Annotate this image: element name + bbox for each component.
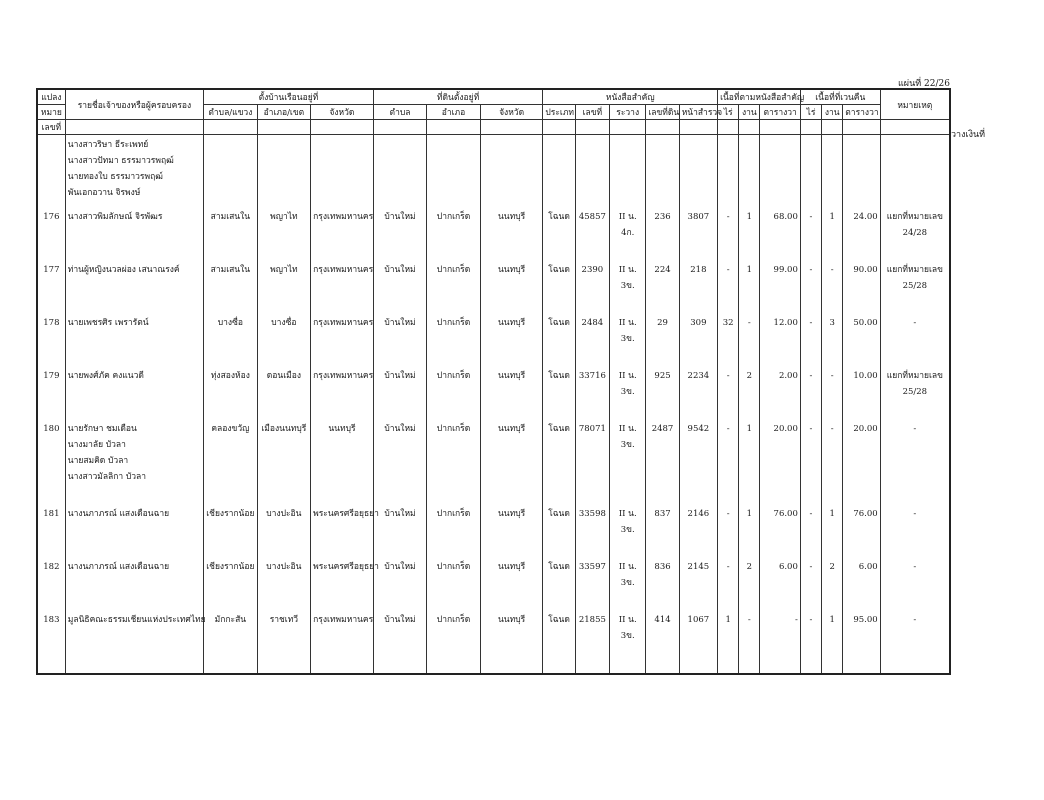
owner-cell-line: นางนภาภรณ์ แสงเดือนฉาย <box>67 562 170 572</box>
table-row <box>37 364 950 417</box>
land-tambon: บ้านใหม่ <box>373 608 427 674</box>
remark-line: 25/28 <box>902 387 928 397</box>
deed-type: โฉนด <box>543 258 575 311</box>
owner-cell-line: มูลนิธิคณะธรรมเชียนแห่งประเทศไทย <box>67 615 206 625</box>
owner-amphoe: บางปะอิน <box>257 502 311 555</box>
remark-line: - <box>913 562 917 572</box>
parcel-number: 182 <box>37 555 65 608</box>
deed-sheet-line: II น. <box>618 424 637 434</box>
deed-sheet-line: 3ข. <box>620 334 635 344</box>
taken-wa: 95.00 <box>843 608 880 674</box>
side-note: วางเงินที่ <box>951 130 986 140</box>
deed-sheet <box>610 608 646 674</box>
deed-type: โฉนด <box>543 364 575 417</box>
land-number: 836 <box>646 555 679 608</box>
owner-name: นางสาวริษา ธีระเพทย์ <box>67 140 149 150</box>
land-amphoe: ปากเกร็ด <box>427 205 481 258</box>
header-parcel-2: หมาย <box>37 105 65 120</box>
deed-ngan: 2 <box>739 364 760 417</box>
survey-page: 309 <box>679 311 717 364</box>
remark <box>880 608 950 674</box>
survey-page: 3807 <box>679 205 717 258</box>
deed-rai: 32 <box>718 311 739 364</box>
taken-rai: - <box>800 502 821 555</box>
header-deed-no: เลขที่ <box>575 105 609 120</box>
header-land-location: ที่ดินตั้งอยู่ที่ <box>373 89 543 105</box>
taken-rai: - <box>800 364 821 417</box>
land-expropriation-table <box>36 88 951 675</box>
deed-wa: - <box>760 608 800 674</box>
land-amphoe: ปากเกร็ด <box>427 608 481 674</box>
deed-sheet-line: II น. <box>618 562 637 572</box>
land-number: 414 <box>646 608 679 674</box>
taken-ngan: 3 <box>822 311 843 364</box>
header-parcel-1: แปลง <box>37 89 65 105</box>
header-remark: หมายเหตุ <box>880 89 950 120</box>
header-land-amphoe: อำเภอ <box>427 105 481 120</box>
owner-cell-line: นายรักษา ชมเดือน <box>67 424 137 434</box>
land-tambon: บ้านใหม่ <box>373 205 427 258</box>
deed-number: 33716 <box>575 364 609 417</box>
deed-ngan: 1 <box>739 502 760 555</box>
header-deed-wa: ตารางวา <box>760 105 800 120</box>
taken-ngan: 2 <box>822 555 843 608</box>
owner-tambon: สามเสนใน <box>204 258 258 311</box>
owner-name: นายทองใบ ธรรมาวรพฤฒ์ <box>67 172 163 182</box>
owner-amphoe: บางซื่อ <box>257 311 311 364</box>
header-owner: รายชื่อเจ้าของหรือผู้ครอบครอง <box>65 89 203 120</box>
owner-cell-line: นายเพชรศิร เพรารัตน์ <box>67 318 149 328</box>
survey-page: 2146 <box>679 502 717 555</box>
taken-ngan: 1 <box>822 205 843 258</box>
deed-type: โฉนด <box>543 311 575 364</box>
land-number: 837 <box>646 502 679 555</box>
land-number: 29 <box>646 311 679 364</box>
table-row <box>37 555 950 608</box>
header-owner-province: จังหวัด <box>311 105 374 120</box>
owner-cell-line: นางสาวมัลลิกา บัวลา <box>67 472 147 482</box>
land-number: 925 <box>646 364 679 417</box>
owner-province: กรุงเทพมหานคร <box>311 364 374 417</box>
deed-sheet-line: II น. <box>618 615 637 625</box>
deed-ngan: 2 <box>739 555 760 608</box>
remark <box>880 502 950 555</box>
header-deed-survey: หน้าสำรวจ <box>679 105 717 120</box>
header-deed-type: ประเภท <box>543 105 575 120</box>
taken-rai: - <box>800 555 821 608</box>
land-tambon: บ้านใหม่ <box>373 417 427 502</box>
deed-type: โฉนด <box>543 205 575 258</box>
parcel-number: 176 <box>37 205 65 258</box>
table-row <box>37 417 950 502</box>
land-number: 2487 <box>646 417 679 502</box>
land-province: นนทบุรี <box>480 502 543 555</box>
land-tambon: บ้านใหม่ <box>373 258 427 311</box>
header-land-province: จังหวัด <box>480 105 543 120</box>
taken-rai: - <box>800 608 821 674</box>
deed-rai: - <box>718 502 739 555</box>
deed-sheet-line: 3ข. <box>620 440 635 450</box>
taken-ngan: - <box>822 258 843 311</box>
header-taken-ngan: งาน <box>822 105 843 120</box>
deed-type: โฉนด <box>543 417 575 502</box>
land-province: นนทบุรี <box>480 555 543 608</box>
land-tambon: บ้านใหม่ <box>373 311 427 364</box>
owner-tambon: บางซื่อ <box>204 311 258 364</box>
owner-cell-line: นายสมคิด บัวลา <box>67 456 129 466</box>
land-province: นนทบุรี <box>480 205 543 258</box>
owner-amphoe: ราชเทวี <box>257 608 311 674</box>
survey-page: 9542 <box>679 417 717 502</box>
owner-amphoe: บางปะอิน <box>257 555 311 608</box>
owner-province: พระนครศรีอยุธยา <box>311 502 374 555</box>
taken-rai: - <box>800 205 821 258</box>
deed-ngan: 1 <box>739 205 760 258</box>
deed-type: โฉนด <box>543 555 575 608</box>
remark-line: - <box>913 424 917 434</box>
deed-rai: - <box>718 555 739 608</box>
taken-ngan: 1 <box>822 608 843 674</box>
table-row <box>37 205 950 258</box>
owner-province: กรุงเทพมหานคร <box>311 311 374 364</box>
deed-number: 33597 <box>575 555 609 608</box>
land-number: 236 <box>646 205 679 258</box>
owner-cell <box>65 364 203 417</box>
deed-number: 78071 <box>575 417 609 502</box>
deed-wa: 68.00 <box>760 205 800 258</box>
owner-tambon: เชียงรากน้อย <box>204 555 258 608</box>
deed-rai: 1 <box>718 608 739 674</box>
taken-wa: 24.00 <box>843 205 880 258</box>
remark-line: แยกที่หมายเลข <box>886 265 943 275</box>
taken-wa: 76.00 <box>843 502 880 555</box>
taken-ngan: 1 <box>822 502 843 555</box>
header-deed-rai: ไร่ <box>718 105 739 120</box>
remark-line: แยกที่หมายเลข <box>886 371 943 381</box>
owner-name: นางสาวปัทมา ธรรมาวรพฤฒ์ <box>67 156 174 166</box>
deed-sheet-line: 3ข. <box>620 578 635 588</box>
deed-number: 33598 <box>575 502 609 555</box>
deed-rai: - <box>718 417 739 502</box>
remark <box>880 311 950 364</box>
owner-cell-line: นางนภาภรณ์ แสงเดือนฉาย <box>67 509 170 519</box>
land-number: 224 <box>646 258 679 311</box>
remark-line: แยกที่หมายเลข <box>886 212 943 222</box>
deed-number: 2484 <box>575 311 609 364</box>
deed-wa: 6.00 <box>760 555 800 608</box>
deed-number: 21855 <box>575 608 609 674</box>
header-area-deed: เนื้อที่ตามหนังสือสำคัญ <box>718 89 801 105</box>
remark-line: - <box>913 509 917 519</box>
taken-wa: 50.00 <box>843 311 880 364</box>
header-owner-amphoe: อำเภอ/เขต <box>257 105 311 120</box>
land-tambon: บ้านใหม่ <box>373 502 427 555</box>
survey-page: 1067 <box>679 608 717 674</box>
header-owner-address: ตั้งบ้านเรือนอยู่ที่ <box>204 89 374 105</box>
land-amphoe: ปากเกร็ด <box>427 364 481 417</box>
land-province: นนทบุรี <box>480 417 543 502</box>
remark <box>880 205 950 258</box>
remark-line: - <box>913 318 917 328</box>
survey-page: 2145 <box>679 555 717 608</box>
deed-sheet-line: II น. <box>618 265 637 275</box>
deed-sheet-line: II น. <box>618 509 637 519</box>
remark <box>880 555 950 608</box>
deed-sheet <box>610 555 646 608</box>
header-taken-wa: ตารางวา <box>843 105 880 120</box>
deed-type: โฉนด <box>543 608 575 674</box>
deed-sheet-line: 4ก. <box>621 228 635 238</box>
deed-sheet <box>610 364 646 417</box>
owner-province: กรุงเทพมหานคร <box>311 258 374 311</box>
owner-cell-line: นางมาลัย บัวลา <box>67 440 126 450</box>
deed-rai: - <box>718 258 739 311</box>
land-amphoe: ปากเกร็ด <box>427 417 481 502</box>
owner-cell-line: นางสาวพิมลักษณ์ จิรพัฒร <box>67 212 163 222</box>
owner-province: กรุงเทพมหานคร <box>311 205 374 258</box>
taken-ngan: - <box>822 364 843 417</box>
owner-cell <box>65 502 203 555</box>
deed-ngan: 1 <box>739 417 760 502</box>
deed-wa: 2.00 <box>760 364 800 417</box>
header-taken-rai: ไร่ <box>800 105 821 120</box>
owner-amphoe: เมืองนนทบุรี <box>257 417 311 502</box>
owner-province: นนทบุรี <box>311 417 374 502</box>
deed-sheet <box>610 502 646 555</box>
survey-page: 2234 <box>679 364 717 417</box>
owner-tambon: สามเสนใน <box>204 205 258 258</box>
land-amphoe: ปากเกร็ด <box>427 258 481 311</box>
owner-cell <box>65 311 203 364</box>
owner-cell <box>65 555 203 608</box>
header-deed: หนังสือสำคัญ <box>543 89 718 105</box>
land-province: นนทบุรี <box>480 608 543 674</box>
owner-amphoe: พญาไท <box>257 205 311 258</box>
deed-rai: - <box>718 205 739 258</box>
deed-sheet-line: 3ข. <box>620 387 635 397</box>
land-amphoe: ปากเกร็ด <box>427 555 481 608</box>
owner-tambon: ทุ่งสองห้อง <box>204 364 258 417</box>
header-owner-tambon: ตำบล/แขวง <box>204 105 258 120</box>
land-tambon: บ้านใหม่ <box>373 364 427 417</box>
table-row <box>37 502 950 555</box>
owner-tambon: เชียงรากน้อย <box>204 502 258 555</box>
taken-wa: 10.00 <box>843 364 880 417</box>
deed-number: 45857 <box>575 205 609 258</box>
table-row <box>37 608 950 674</box>
deed-wa: 12.00 <box>760 311 800 364</box>
owner-province: กรุงเทพมหานคร <box>311 608 374 674</box>
survey-page: 218 <box>679 258 717 311</box>
owner-cell <box>65 205 203 258</box>
deed-sheet <box>610 417 646 502</box>
remark-line: 24/28 <box>902 228 928 238</box>
owner-amphoe: พญาไท <box>257 258 311 311</box>
owner-tambon: คลองขวัญ <box>204 417 258 502</box>
remark <box>880 258 950 311</box>
deed-sheet <box>610 311 646 364</box>
land-tambon: บ้านใหม่ <box>373 555 427 608</box>
taken-rai: - <box>800 311 821 364</box>
owner-cell <box>65 258 203 311</box>
header-area-taken: เนื้อที่ที่เวนคืน <box>800 89 880 105</box>
deed-wa: 99.00 <box>760 258 800 311</box>
deed-sheet-line: 3ข. <box>620 281 635 291</box>
parcel-number: 179 <box>37 364 65 417</box>
header-deed-ngan: งาน <box>739 105 760 120</box>
remark-line: 25/28 <box>902 281 928 291</box>
deed-type: โฉนด <box>543 502 575 555</box>
owner-cell-line: นายพงศ์ภัค คงแนวดี <box>67 371 144 381</box>
page-number: แผ่นที่ 22/26 <box>898 79 950 89</box>
remark <box>880 364 950 417</box>
owner-cell <box>65 608 206 674</box>
taken-wa: 6.00 <box>843 555 880 608</box>
deed-sheet <box>610 258 646 311</box>
owner-tambon: มักกะสัน <box>204 608 258 674</box>
land-amphoe: ปากเกร็ด <box>427 311 481 364</box>
deed-wa: 76.00 <box>760 502 800 555</box>
land-amphoe: ปากเกร็ด <box>427 502 481 555</box>
deed-ngan: 1 <box>739 258 760 311</box>
deed-wa: 20.00 <box>760 417 800 502</box>
table-row <box>37 311 950 364</box>
deed-rai: - <box>718 364 739 417</box>
deed-sheet <box>610 205 646 258</box>
deed-sheet-line: 3ข. <box>620 525 635 535</box>
deed-sheet-line: II น. <box>618 371 637 381</box>
deed-ngan: - <box>739 311 760 364</box>
owner-cell-continued <box>65 135 203 206</box>
deed-sheet-line: 3ข. <box>620 631 635 641</box>
owner-cell-line: ท่านผู้หญิงนวลผ่อง เสนาณรงค์ <box>67 265 180 275</box>
parcel-number: 181 <box>37 502 65 555</box>
owner-province: พระนครศรีอยุธยา <box>311 555 374 608</box>
parcel-number: 177 <box>37 258 65 311</box>
taken-ngan: - <box>822 417 843 502</box>
remark-line: - <box>913 615 917 625</box>
deed-number: 2390 <box>575 258 609 311</box>
header-parcel-3: เลขที่ <box>37 120 65 135</box>
table-row <box>37 258 950 311</box>
owner-amphoe: ดอนเมือง <box>257 364 311 417</box>
header-land-tambon: ตำบล <box>373 105 427 120</box>
land-province: นนทบุรี <box>480 311 543 364</box>
owner-name: พันเอกอวาน จิรพงษ์ <box>67 188 141 198</box>
header-deed-sheet: ระวาง <box>610 105 646 120</box>
taken-rai: - <box>800 258 821 311</box>
owner-cell <box>65 417 203 502</box>
taken-wa: 90.00 <box>843 258 880 311</box>
parcel-number: 178 <box>37 311 65 364</box>
header-deed-land-no: เลขที่ดิน <box>646 105 679 120</box>
land-province: นนทบุรี <box>480 364 543 417</box>
taken-rai: - <box>800 417 821 502</box>
land-province: นนทบุรี <box>480 258 543 311</box>
remark <box>880 417 950 502</box>
parcel-number: 183 <box>37 608 65 674</box>
taken-wa: 20.00 <box>843 417 880 502</box>
deed-sheet-line: II น. <box>618 318 637 328</box>
parcel-number: 180 <box>37 417 65 502</box>
deed-sheet-line: II น. <box>618 212 637 222</box>
deed-ngan: - <box>739 608 760 674</box>
